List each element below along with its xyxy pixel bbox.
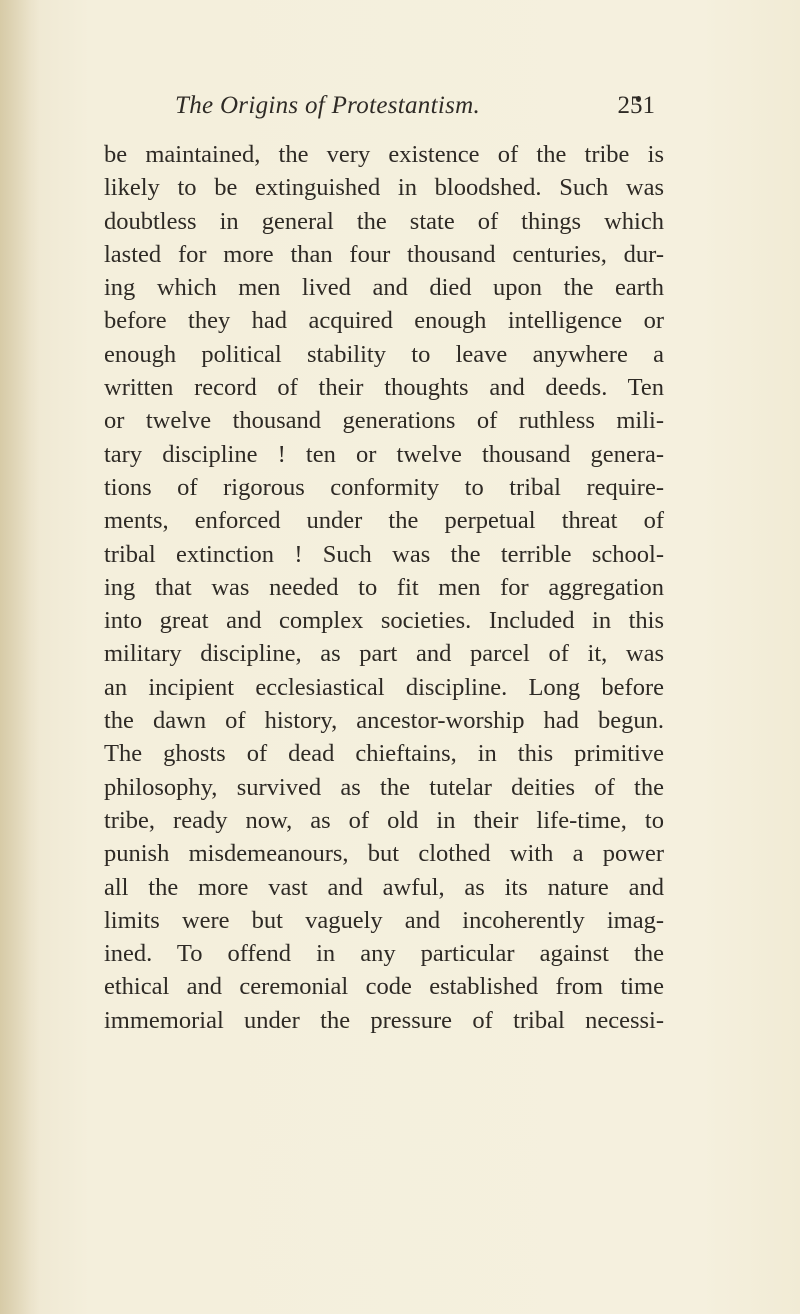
text-line: ing which men lived and died upon the earth	[104, 274, 664, 302]
text-line: tary discipline ! ten or twelve thousand genera-	[104, 440, 664, 468]
text-line: immemorial under the pressure of tribal necessi-	[104, 1006, 664, 1034]
text-line: written record of their thoughts and deeds. Ten	[104, 374, 664, 402]
text-line: enough political stability to leave anywhere a	[104, 340, 664, 368]
running-header	[175, 92, 655, 132]
text-line: lasted for more than four thousand centuries, dur-	[104, 240, 664, 268]
page-number: 251	[617, 92, 655, 119]
text-line: ing that was needed to fit men for aggregation	[104, 573, 664, 601]
text-line: all the more vast and awful, as its nature and	[104, 873, 664, 901]
text-line: limits were but vaguely and incoherently imag-	[104, 906, 664, 934]
text-line: doubtless in general the state of things which	[104, 207, 664, 235]
text-line: tribe, ready now, as of old in their life-time, to	[104, 806, 664, 834]
running-title: The Origins of Protestantism.	[175, 92, 481, 119]
body-text	[104, 138, 664, 1037]
text-line: ments, enforced under the perpetual threat of	[104, 507, 664, 535]
text-line: an incipient ecclesiastical discipline. Long before	[104, 673, 664, 701]
text-line: before they had acquired enough intelligence or	[104, 307, 664, 335]
text-line: military discipline, as part and parcel of it, was	[104, 640, 664, 668]
text-line: or twelve thousand generations of ruthless mili-	[104, 407, 664, 435]
text-line: ethical and ceremonial code established from time	[104, 973, 664, 1001]
text-line: into great and complex societies. Included in this	[104, 607, 664, 635]
text-line: The ghosts of dead chieftains, in this primitive	[104, 740, 664, 768]
page-gutter-shadow	[0, 0, 40, 1314]
text-line: likely to be extinguished in bloodshed. Such was	[104, 174, 664, 202]
text-line: punish misdemeanours, but clothed with a power	[104, 840, 664, 868]
text-line: philosophy, survived as the tutelar deities of the	[104, 773, 664, 801]
text-line: tribal extinction ! Such was the terrible school-	[104, 540, 664, 568]
text-line: be maintained, the very existence of the tribe is	[104, 141, 664, 168]
text-line: tions of rigorous conformity to tribal require-	[104, 473, 664, 501]
text-line: ined. To offend in any particular against the	[104, 940, 664, 968]
text-line: the dawn of history, ancestor-worship had begun.	[104, 707, 664, 735]
